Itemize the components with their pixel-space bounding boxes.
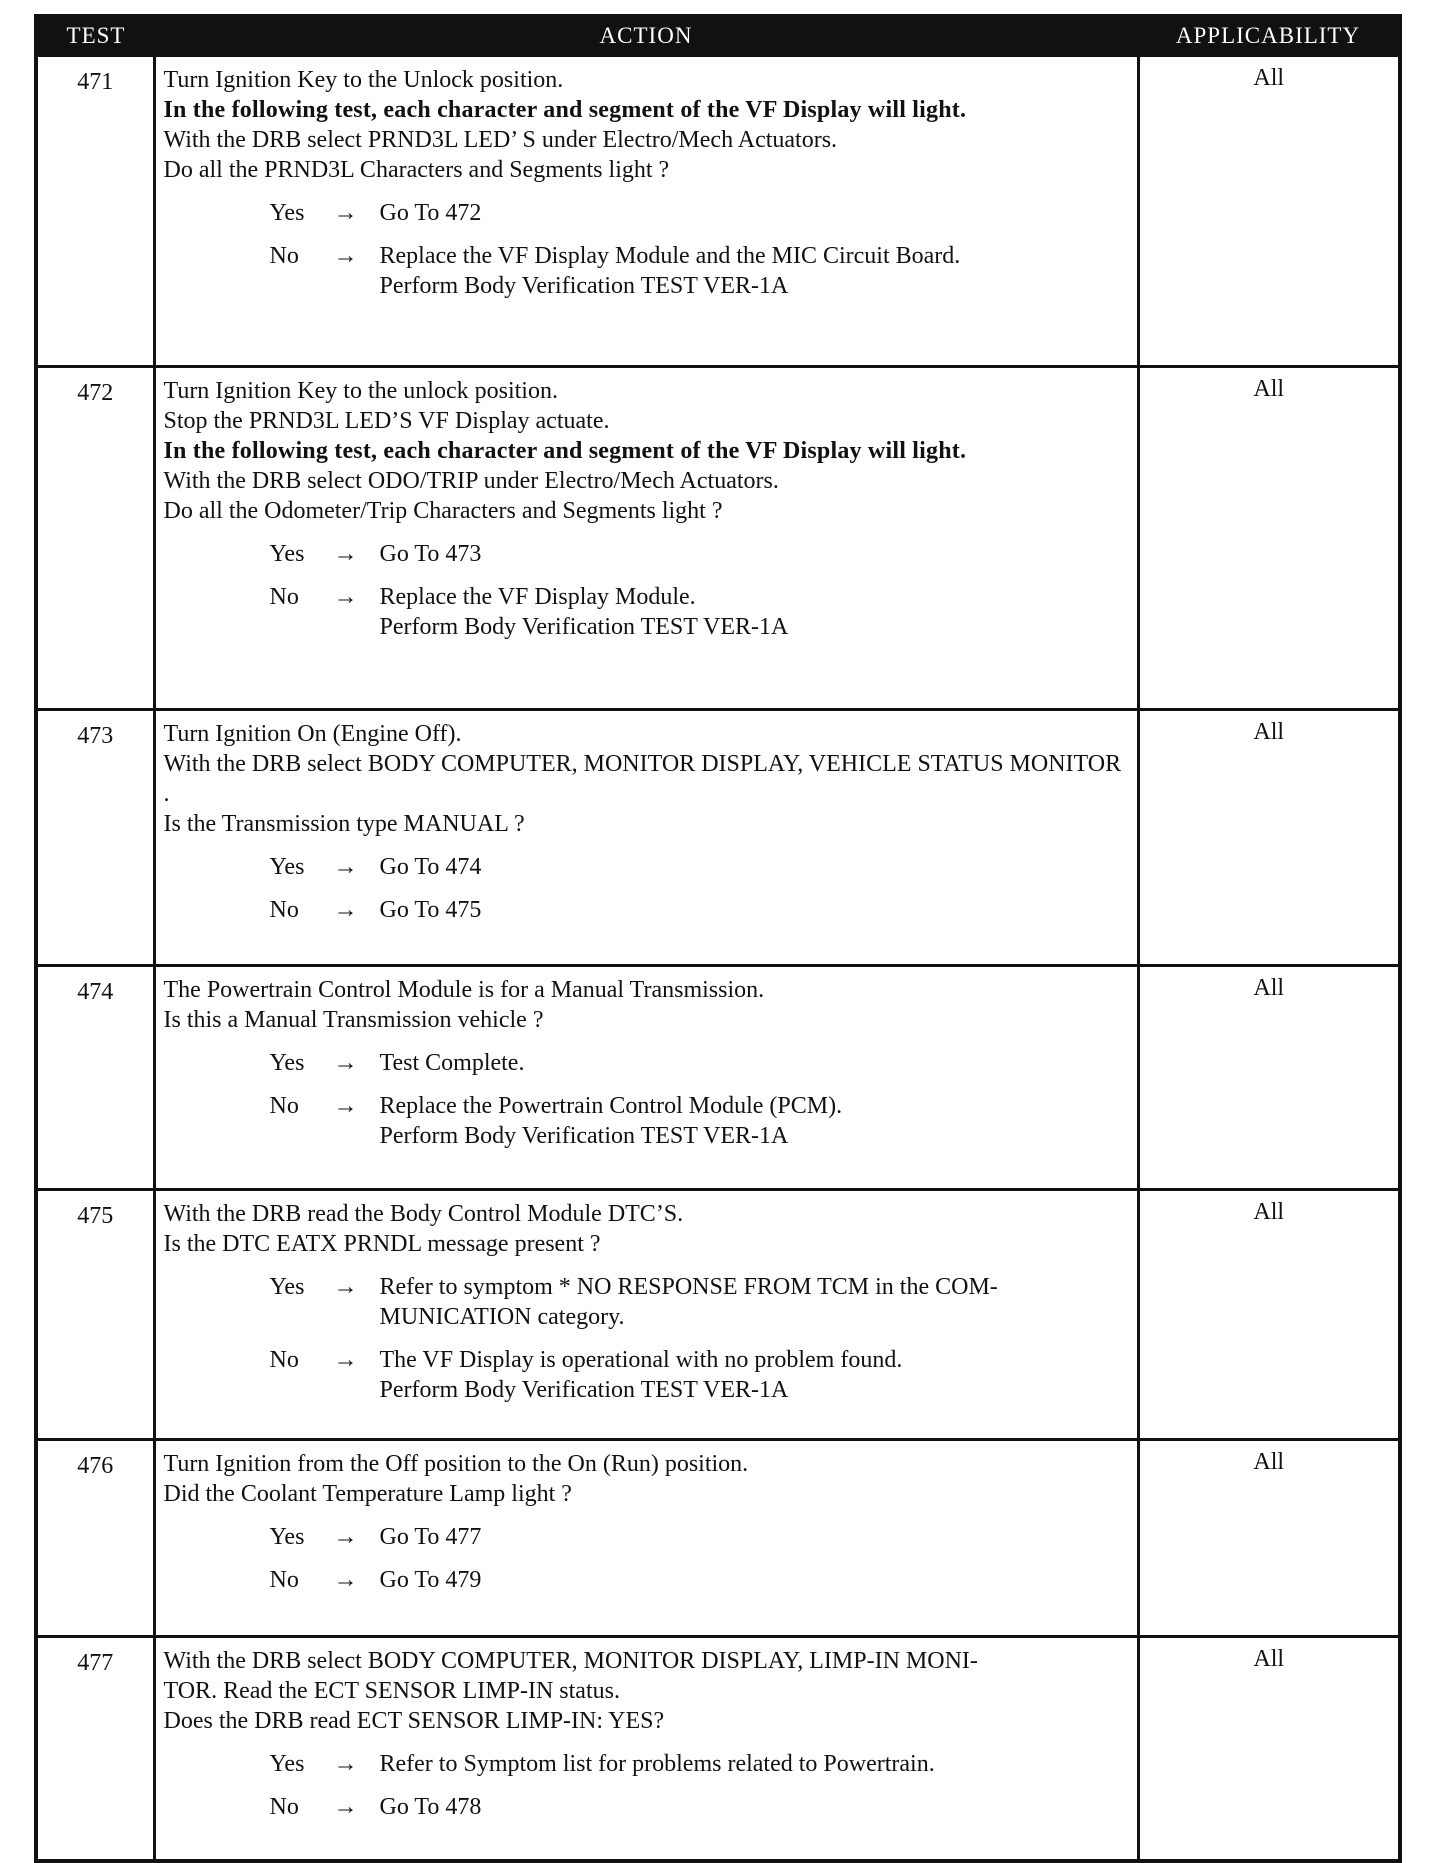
action-line: With the DRB select PRND3L LED’ S under Electro/Mech Actuators. [163, 127, 838, 153]
action-line: Does the DRB read ECT SENSOR LIMP-IN: YES? [163, 1708, 665, 1734]
header-test: TEST [36, 16, 154, 56]
action-line: With the DRB read the Body Control Module DTC’S. [163, 1201, 684, 1227]
action-line: With the DRB select ODO/TRIP under Electro/Mech Actuators. [163, 468, 779, 494]
action-line: Is the DTC EATX PRNDL message present ? [163, 1231, 601, 1257]
choice-result [380, 1565, 1129, 1595]
result-line: Go To 475 [379, 897, 482, 923]
test-number: 471 [36, 56, 154, 367]
result-line: Refer to Symptom list for problems related to Powertrain. [379, 1751, 935, 1777]
choice-answer: No [269, 897, 299, 923]
action-line: With the DRB select BODY COMPUTER, MONITOR DISPLAY, VEHICLE STATUS MONITOR . [163, 751, 1122, 807]
choice-result [380, 1345, 1129, 1405]
table-row [36, 1440, 1400, 1637]
result-line: Go To 473 [379, 541, 482, 567]
result-line: Perform Body Verification TEST VER-1A [379, 614, 789, 640]
choice-yes [270, 1272, 1129, 1332]
applicability-value: All [1138, 56, 1400, 367]
action-line: Do all the Odometer/Trip Characters and Segments light ? [163, 498, 723, 524]
choice-yes [270, 539, 1129, 569]
arrow-right-icon: → [333, 541, 358, 567]
arrow-right-icon: → [333, 897, 358, 923]
choice-no [270, 241, 1129, 301]
result-line: Go To 477 [379, 1524, 482, 1550]
table-header-row [36, 16, 1400, 56]
choice-result [380, 1272, 1129, 1332]
choice-result [380, 1792, 1129, 1822]
choice-answer: No [269, 243, 299, 269]
choice-answer: Yes [269, 200, 305, 226]
test-table [34, 14, 1402, 1863]
test-number: 475 [36, 1190, 154, 1440]
choice-answer: Yes [269, 854, 305, 880]
action-cell [154, 1440, 1138, 1637]
choice-yes [270, 198, 1129, 228]
result-line: MUNICATION category. [379, 1304, 625, 1330]
choice-yes [270, 852, 1129, 882]
arrow-right-icon: → [333, 584, 358, 610]
action-line: Did the Coolant Temperature Lamp light ? [163, 1481, 572, 1507]
action-cell [154, 1637, 1138, 1862]
action-cell [154, 56, 1138, 367]
action-line: Do all the PRND3L Characters and Segments light ? [163, 157, 670, 183]
table-row [36, 1190, 1400, 1440]
action-line: Turn Ignition On (Engine Off). [163, 721, 462, 747]
choice-answer: Yes [269, 1524, 305, 1550]
choice-answer: No [269, 1567, 299, 1593]
choice-yes [270, 1749, 1129, 1779]
choice-result [380, 852, 1129, 882]
choice-result [380, 241, 1129, 301]
choice-result [380, 198, 1129, 228]
arrow-right-icon: → [333, 243, 358, 269]
arrow-right-icon: → [333, 1093, 358, 1119]
action-line: Turn Ignition Key to the Unlock position. [163, 67, 564, 93]
choice-no [270, 895, 1129, 925]
header-action: ACTION [154, 16, 1138, 56]
choice-answer: Yes [269, 541, 305, 567]
table-row [36, 1637, 1400, 1862]
applicability-value: All [1138, 966, 1400, 1190]
arrow-right-icon: → [333, 1794, 358, 1820]
action-line: The Powertrain Control Module is for a Manual Transmission. [163, 977, 765, 1003]
table-row [36, 367, 1400, 710]
choice-result [380, 1048, 1129, 1078]
result-line: Perform Body Verification TEST VER-1A [379, 273, 789, 299]
choice-answer: No [269, 584, 299, 610]
result-line: Replace the VF Display Module. [379, 584, 696, 610]
choice-answer: No [269, 1347, 299, 1373]
action-cell [154, 966, 1138, 1190]
result-line: Refer to symptom * NO RESPONSE FROM TCM in the COM- [379, 1274, 998, 1300]
test-number: 472 [36, 367, 154, 710]
choice-no [270, 1565, 1129, 1595]
test-number: 473 [36, 710, 154, 966]
action-cell [154, 710, 1138, 966]
choice-answer: Yes [269, 1751, 305, 1777]
action-line: With the DRB select BODY COMPUTER, MONITOR DISPLAY, LIMP-IN MONI- [163, 1648, 978, 1674]
applicability-value: All [1138, 367, 1400, 710]
result-line: Go To 478 [379, 1794, 482, 1820]
table-row [36, 56, 1400, 367]
action-line: Turn Ignition from the Off position to the On (Run) position. [163, 1451, 749, 1477]
result-line: Test Complete. [379, 1050, 525, 1076]
document-page [34, 14, 1398, 1820]
applicability-value: All [1138, 1440, 1400, 1637]
action-line: Is the Transmission type MANUAL ? [163, 811, 525, 837]
choice-answer: No [269, 1794, 299, 1820]
action-line: Is this a Manual Transmission vehicle ? [163, 1007, 544, 1033]
choice-answer: No [269, 1093, 299, 1119]
action-note-bold: In the following test, each character and segment of the VF Display will light. [163, 438, 967, 464]
result-line: Replace the Powertrain Control Module (PCM). [379, 1093, 843, 1119]
table-row [36, 710, 1400, 966]
result-line: Go To 479 [379, 1567, 482, 1593]
choice-result [380, 582, 1129, 642]
choice-yes [270, 1048, 1129, 1078]
choice-answer: Yes [269, 1274, 305, 1300]
arrow-right-icon: → [333, 200, 358, 226]
result-line: Perform Body Verification TEST VER-1A [379, 1123, 789, 1149]
arrow-right-icon: → [333, 1347, 358, 1373]
action-note-bold: In the following test, each character and segment of the VF Display will light. [163, 97, 967, 123]
choice-no [270, 582, 1129, 642]
applicability-value: All [1138, 1190, 1400, 1440]
result-line: The VF Display is operational with no problem found. [379, 1347, 903, 1373]
result-line: Go To 472 [379, 200, 482, 226]
result-line: Replace the VF Display Module and the MIC Circuit Board. [379, 243, 961, 269]
applicability-value: All [1138, 1637, 1400, 1862]
arrow-right-icon: → [333, 1524, 358, 1550]
action-line: Turn Ignition Key to the unlock position. [163, 378, 558, 404]
header-applicability: APPLICABILITY [1138, 16, 1400, 56]
action-cell [154, 1190, 1138, 1440]
arrow-right-icon: → [333, 1751, 358, 1777]
choice-result [380, 539, 1129, 569]
result-line: Go To 474 [379, 854, 482, 880]
test-number: 476 [36, 1440, 154, 1637]
test-number: 474 [36, 966, 154, 1190]
applicability-value: All [1138, 710, 1400, 966]
choice-answer: Yes [269, 1050, 305, 1076]
table-body [36, 56, 1400, 1862]
arrow-right-icon: → [333, 854, 358, 880]
table-row [36, 966, 1400, 1190]
action-cell [154, 367, 1138, 710]
test-number: 477 [36, 1637, 154, 1862]
result-line: Perform Body Verification TEST VER-1A [379, 1377, 789, 1403]
choice-no [270, 1345, 1129, 1405]
choice-result [380, 895, 1129, 925]
arrow-right-icon: → [333, 1050, 358, 1076]
choice-no [270, 1091, 1129, 1151]
choice-result [380, 1091, 1129, 1151]
action-line: Stop the PRND3L LED’S VF Display actuate. [163, 408, 610, 434]
arrow-right-icon: → [333, 1567, 358, 1593]
choice-no [270, 1792, 1129, 1822]
action-line: TOR. Read the ECT SENSOR LIMP-IN status. [163, 1678, 620, 1704]
choice-result [380, 1749, 1129, 1779]
choice-result [380, 1522, 1129, 1552]
choice-yes [270, 1522, 1129, 1552]
arrow-right-icon: → [333, 1274, 358, 1300]
